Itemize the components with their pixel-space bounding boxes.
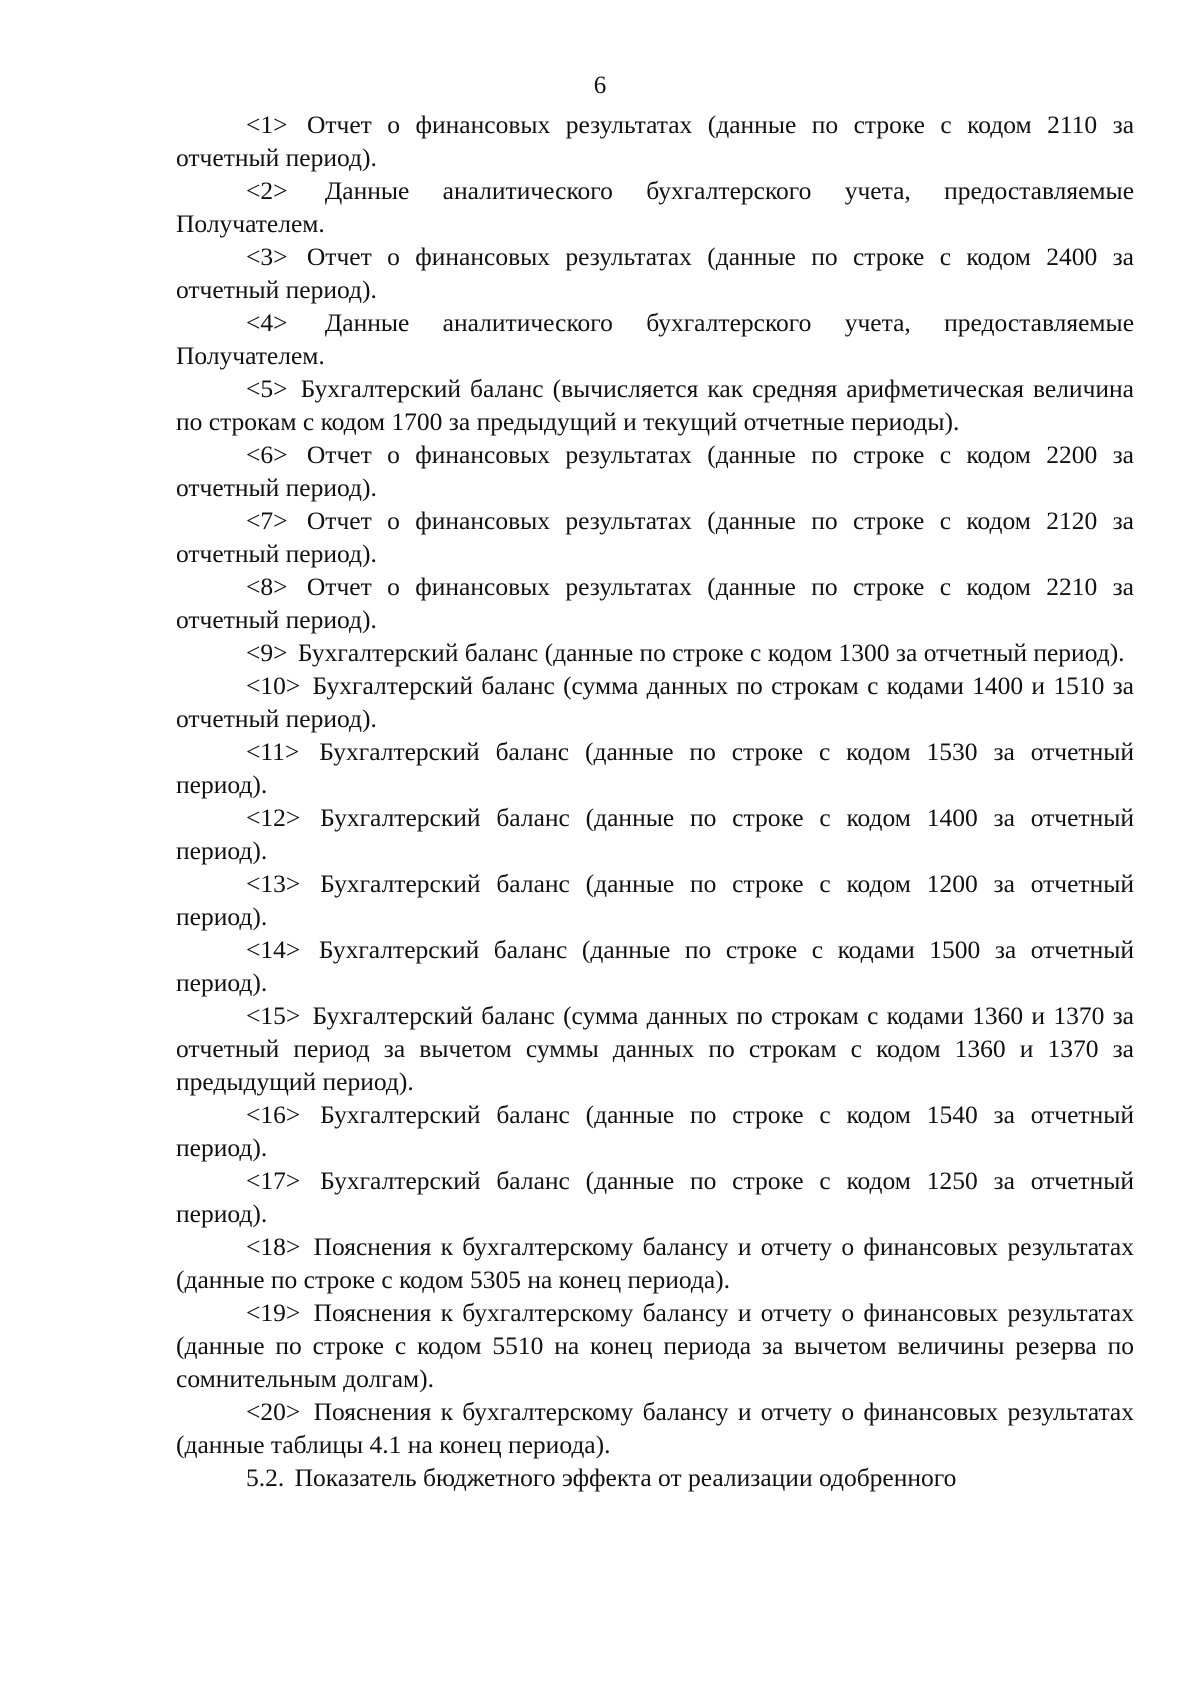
- footnote-text: Пояснения к бухгалтерскому балансу и отчету о финансовых результатах (данные по строке с кодом 5305 на конец периода).: [176, 1232, 1135, 1294]
- footnote-marker: <4>: [246, 308, 288, 337]
- footnote: [176, 438, 1134, 504]
- footnotes-list: [176, 108, 1134, 1494]
- footnote: [176, 1296, 1134, 1395]
- footnote-marker: <18>: [246, 1232, 301, 1261]
- footnote-marker: <14>: [246, 935, 301, 964]
- footnote-text: Отчет о финансовых результатах (данные по строке с кодом 2110 за отчетный период).: [176, 110, 1135, 172]
- footnote-marker: <11>: [246, 737, 300, 766]
- footnote-text: Отчет о финансовых результатах (данные по строке с кодом 2120 за отчетный период).: [176, 506, 1134, 568]
- footnote-marker: <9>: [246, 638, 288, 667]
- footnote-marker: <10>: [246, 671, 301, 700]
- footnote-text: Отчет о финансовых результатах (данные по строке с кодом 2400 за отчетный период).: [176, 242, 1134, 304]
- footnote-text: Бухгалтерский баланс (сумма данных по строкам с кодами 1360 и 1370 за отчетный период за вычетом суммы данных по строкам с кодом 1360 и 1370 за предыдущий период).: [176, 1001, 1134, 1096]
- footnote-text: Данные аналитического бухгалтерского учета, предоставляемые Получателем.: [176, 176, 1135, 238]
- footnote-text: Бухгалтерский баланс (данные по строке с кодом 1540 за отчетный период).: [176, 1100, 1134, 1162]
- footnote-marker: <5>: [246, 374, 288, 403]
- footnote: [176, 735, 1134, 801]
- footnote-text: Пояснения к бухгалтерскому балансу и отчету о финансовых результатах (данные по строке с кодом 5510 на конец периода за вычетом величины резерва по сомнительным долгам).: [176, 1298, 1135, 1393]
- section-number: 5.2.: [246, 1463, 285, 1492]
- footnote: [176, 867, 1134, 933]
- footnote-text: Отчет о финансовых результатах (данные по строке с кодом 2210 за отчетный период).: [176, 572, 1134, 634]
- footnote-marker: <15>: [246, 1001, 301, 1030]
- footnote-text: Пояснения к бухгалтерскому балансу и отчету о финансовых результатах (данные таблицы 4.1 на конец периода).: [176, 1397, 1135, 1459]
- footnote-marker: <2>: [246, 176, 288, 205]
- section-paragraph: [176, 1461, 1134, 1494]
- footnote-text: Бухгалтерский баланс (сумма данных по строкам с кодами 1400 и 1510 за отчетный период).: [176, 671, 1134, 733]
- footnote: [176, 306, 1134, 372]
- footnote: [176, 801, 1134, 867]
- footnote: [176, 1230, 1134, 1296]
- footnote: [176, 636, 1134, 669]
- footnote-marker: <20>: [246, 1397, 301, 1426]
- footnote: [176, 933, 1134, 999]
- footnote: [176, 570, 1134, 636]
- footnote: [176, 1164, 1134, 1230]
- footnote-text: Бухгалтерский баланс (данные по строке с кодом 1530 за отчетный период).: [176, 737, 1134, 799]
- footnote-text: Бухгалтерский баланс (данные по строке с кодами 1500 за отчетный период).: [176, 935, 1135, 997]
- footnote-marker: <1>: [246, 110, 288, 139]
- footnote-marker: <6>: [246, 440, 288, 469]
- footnote-text: Бухгалтерский баланс (данные по строке с кодом 1250 за отчетный период).: [176, 1166, 1134, 1228]
- footnote-text: Отчет о финансовых результатах (данные по строке с кодом 2200 за отчетный период).: [176, 440, 1134, 502]
- page-number: 6: [593, 72, 607, 99]
- footnote: [176, 372, 1134, 438]
- section-text: Показатель бюджетного эффекта от реализации одобренного: [294, 1463, 957, 1492]
- footnote: [176, 504, 1134, 570]
- footnote-marker: <19>: [246, 1298, 301, 1327]
- footnote-text: Данные аналитического бухгалтерского учета, предоставляемые Получателем.: [176, 308, 1135, 370]
- footnote: [176, 108, 1134, 174]
- footnote: [176, 174, 1134, 240]
- footnote-marker: <16>: [246, 1100, 301, 1129]
- footnote-marker: <7>: [246, 506, 288, 535]
- footnote-text: Бухгалтерский баланс (данные по строке с кодом 1200 за отчетный период).: [176, 869, 1134, 931]
- footnote-marker: <17>: [246, 1166, 301, 1195]
- footnote: [176, 999, 1134, 1098]
- footnote: [176, 1098, 1134, 1164]
- footnote-marker: <13>: [246, 869, 301, 898]
- footnote: [176, 240, 1134, 306]
- footnote-text: Бухгалтерский баланс (данные по строке с кодом 1400 за отчетный период).: [176, 803, 1134, 865]
- footnote: [176, 1395, 1134, 1461]
- footnote-text: Бухгалтерский баланс (вычисляется как средняя арифметическая величина по строкам с кодом 1700 за предыдущий и текущий отчетные периоды).: [176, 374, 1134, 436]
- footnote-marker: <3>: [246, 242, 288, 271]
- footnote: [176, 669, 1134, 735]
- footnote-text: Бухгалтерский баланс (данные по строке с кодом 1300 за отчетный период).: [297, 638, 1125, 667]
- footnote-marker: <8>: [246, 572, 288, 601]
- footnote-marker: <12>: [246, 803, 301, 832]
